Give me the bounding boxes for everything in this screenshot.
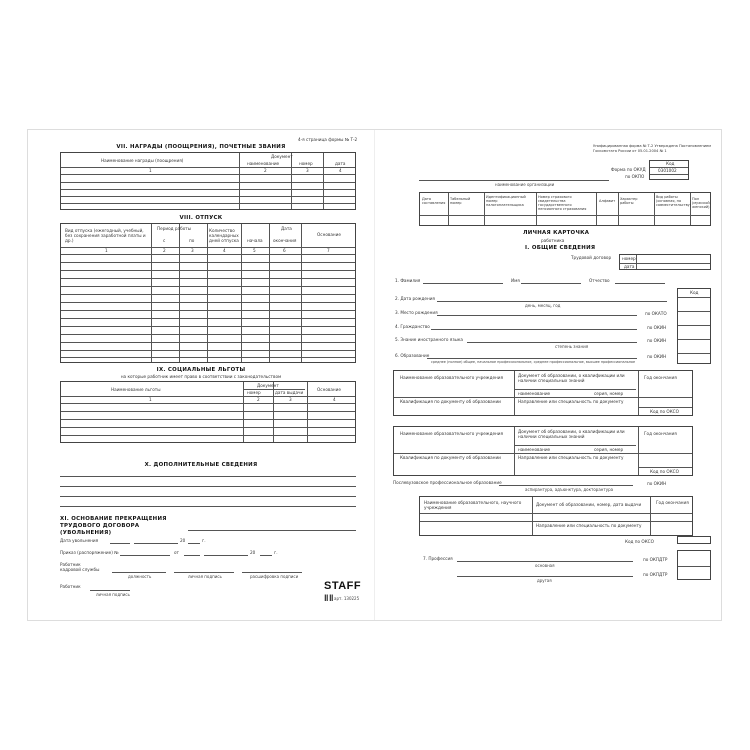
birthplace-label: 3. Место рождения bbox=[395, 310, 438, 315]
speciality-label: Направление или специальность по документу bbox=[518, 399, 624, 404]
profession-label: 7. Профессия bbox=[423, 556, 453, 561]
benefits-table: Наименование льготы Документ номер дата выдачи Основание 1 2 3 4 bbox=[60, 381, 356, 443]
education-label: 6. Образование bbox=[395, 353, 430, 358]
edu-institution-label: Наименование образовательного учреждения bbox=[400, 375, 504, 380]
awards-col-name: Наименование награды (поощрения) bbox=[101, 158, 184, 163]
order-label: Приказ (распоряжение) № bbox=[60, 550, 119, 555]
benefits-col-doc: Документ bbox=[257, 383, 279, 388]
citizenship-label: 4. Гражданство bbox=[395, 324, 430, 329]
left-page: 4-я страница формы № Т-2 VII. НАГРАДЫ (ПООЩРЕНИЯ), ПОЧЕТНЫЕ ЗВАНИЯ Наименование награды (поощрения) Документ наименование номер дата 1 2 3 4 VIII. ОТПУСК Вид отпуска (ежегодный, учебный, без сохранения заработной платы и др.) Период работы с по Количество календарных дней отпуска Дата начала окончания Основание 1 2 3 4 5 6 7 IX. СОЦИАЛЬНЫЕ ЛЬГОТЫ на которые работник имеет право в соответствии с законодательством Наименование льготы Документ номер дата выдачи Основание 1 2 3 4 X. ДОПОЛНИТЕЛЬНЫЕ СВЕДЕНИЯ XI. ОСНОВАНИЕ ПРЕКРАЩЕНИЯ ТРУДОВОГО ДОГОВОРА (УВОЛЬНЕНИЯ) Дата увольнения 20 г. Приказ (распоряжение) № от 20 г. Работник кадровой службы должность личная подпись расшифровка подписи Работник личная подпись STAFF ‖‖ арт. 130225 bbox=[28, 130, 374, 620]
postgrad-table: Наименование образовательного, научного учреждения Документ об образовании, номер, дата выдачи Год окончания Направление или специальность по документу bbox=[419, 496, 693, 536]
org-label: наименование организации bbox=[495, 182, 555, 187]
postgrad-inst-label: Наименование образовательного, научного учреждения bbox=[424, 500, 522, 510]
card-title: ЛИЧНАЯ КАРТОЧКА bbox=[523, 230, 590, 236]
section-1-title: I. ОБЩИЕ СВЕДЕНИЯ bbox=[525, 245, 596, 251]
awards-col-doc: Документ bbox=[271, 154, 293, 159]
postgrad-doc-label: Документ об образовании, номер, дата выдачи bbox=[536, 502, 642, 507]
code-column: Код bbox=[677, 288, 711, 364]
name-label: Имя bbox=[511, 278, 520, 283]
section-7-title: VII. НАГРАДЫ (ПООЩРЕНИЯ), ПОЧЕТНЫЕ ЗВАНИЯ bbox=[116, 144, 286, 150]
awards-col-docname: наименование bbox=[247, 161, 280, 166]
postgrad-label: Послевузовское профессиональное образование bbox=[393, 480, 502, 485]
brand-code: арт. 130225 bbox=[334, 596, 360, 601]
okud-label: Форма по ОКУД bbox=[611, 167, 646, 172]
okpo-label: по ОКПО bbox=[625, 174, 645, 179]
labor-contract-label: Трудовой договор bbox=[571, 255, 612, 260]
vacation-col-period: Период работы bbox=[157, 226, 192, 231]
okud-value: 0301002 bbox=[658, 168, 677, 173]
contract-box: номер дата bbox=[619, 254, 711, 270]
qualification-label: Квалификация по документу об образовании bbox=[400, 399, 501, 404]
education-table-2: Наименование образовательного учреждения Документ об образовании, о квалификации или наличии специальных знаний наименование серия, номер Год окончания Квалификация по документу об образовании Направление или специальность по документу Код по ОКСО bbox=[393, 426, 693, 476]
profession-code-box bbox=[677, 550, 711, 580]
right-page: Унифицированная форма № Т-2 Утверждена Постановлением Госкомстата России от 05.01.2004 № 1 Код 0301002 Форма по ОКУД по ОКПО наименование организации Дата составления Табельный номер Идентификационный номер налогоплательщика Номер страхового свидетельства государственного пенсионного страхования Алфавит Характер работы Вид работы (основная, по совместительству) Пол (мужской, женский) ЛИЧНАЯ КАРТОЧКА работника I. ОБЩИЕ СВЕДЕНИЯ Трудовой договор номер дата 1. Фамилия Имя Отчество Код 2. Дата рождения день, месяц, год 3. Место рождения по ОКАТО 4. Гражданство по ОКИН 5. Знание иностранного языка по ОКИН степень знания 6. Образование по ОКИН среднее (полное) общее, начальное профессиональное, среднее профессиональное, высшее профессиональное Наименование образовательного учреждения Документ об образовании, о квалификации или наличии специальных знаний наименование серия, номер Год окончания Квалификация по документу об образовании Направление или специальность по документу Код по ОКСО Наименование образовательного учреждения Документ об образовании, о квалификации или наличии специальных знаний наименование серия, номер Год окончания Квалификация по документу об образовании Направление или специальность по документу Код по ОКСО Послевузовское профессиональное образование по ОКИН аспирантура, адъюнктура, докторантура Наименование образовательного, научного учреждения Документ об образовании, номер, дата выдачи Год окончания Направление или специальность по документу Код по ОКСО 7. Профессия по ОКПДТР основная по ОКПДТР другая bbox=[375, 130, 721, 620]
language-label: 5. Знание иностранного языка bbox=[395, 337, 463, 342]
birthdate-label: 2. Дата рождения bbox=[395, 296, 435, 301]
surname-label: 1. Фамилия bbox=[395, 278, 421, 283]
card-subtitle: работника bbox=[541, 238, 565, 243]
section-10-title: X. ДОПОЛНИТЕЛЬНЫЕ СВЕДЕНИЯ bbox=[144, 462, 258, 468]
vacation-table: Вид отпуска (ежегодный, учебный, без сохранения заработной платы и др.) Период работы с по Количество календарных дней отпуска Дата начала окончания Основание 1 2 3 4 5 6 7 bbox=[60, 223, 356, 363]
approval-note: Унифицированная форма № Т-2 Утверждена Постановлением Госкомстата России от 05.01.2004 № 1 bbox=[593, 144, 711, 153]
card-header-table: Дата составления Табельный номер Идентификационный номер налогоплательщика Номер страхового свидетельства государственного пенсионного страхования Алфавит Характер работы Вид работы (основная, по совместительству) Пол (мужской, женский) bbox=[419, 192, 711, 226]
vacation-col-date: Дата bbox=[281, 226, 292, 231]
patronymic-label: Отчество bbox=[589, 278, 610, 283]
section-9-title: IX. СОЦИАЛЬНЫЕ ЛЬГОТЫ bbox=[156, 367, 246, 373]
awards-col-number: номер bbox=[299, 161, 313, 166]
vacation-col-basis: Основание bbox=[317, 232, 341, 237]
benefits-col-name: Наименование льготы bbox=[111, 387, 161, 392]
section-8-title: VIII. ОТПУСК bbox=[179, 215, 223, 221]
hr-worker-label: Работник кадровой службы bbox=[60, 562, 100, 572]
awards-table: Наименование награды (поощрения) Документ наименование номер дата 1 2 3 4 bbox=[60, 152, 356, 210]
code-box: Код 0301002 bbox=[649, 160, 689, 180]
personal-card-sheet bbox=[28, 130, 721, 620]
section-9-subtitle: на которые работник имеет право в соответствии с законодательством bbox=[120, 374, 282, 379]
dismiss-date-label: Дата увольнения bbox=[60, 538, 99, 543]
edu-doc-label: Документ об образовании, о квалификации или наличии специальных знаний bbox=[518, 373, 625, 383]
worker-label: Работник bbox=[60, 584, 81, 589]
form-ref: 4-я страница формы № Т-2 bbox=[298, 137, 358, 142]
vacation-col-days: Количество календарных дней отпуска bbox=[209, 228, 239, 243]
awards-col-date: дата bbox=[335, 161, 346, 166]
vacation-col-type: Вид отпуска (ежегодный, учебный, без сохранения заработной платы и др.) bbox=[65, 228, 146, 243]
section-11-title: XI. ОСНОВАНИЕ ПРЕКРАЩЕНИЯ ТРУДОВОГО ДОГОВОРА (УВОЛЬНЕНИЯ) bbox=[60, 516, 167, 536]
education-table-1: Наименование образовательного учреждения Документ об образовании, о квалификации или наличии специальных знаний наименование серия, номер Год окончания Квалификация по документу об образовании Направление или специальность по документу Код по ОКСО bbox=[393, 370, 693, 416]
staff-logo: STAFF ‖‖ bbox=[324, 580, 362, 603]
edu-year-label: Год окончания bbox=[644, 375, 677, 380]
